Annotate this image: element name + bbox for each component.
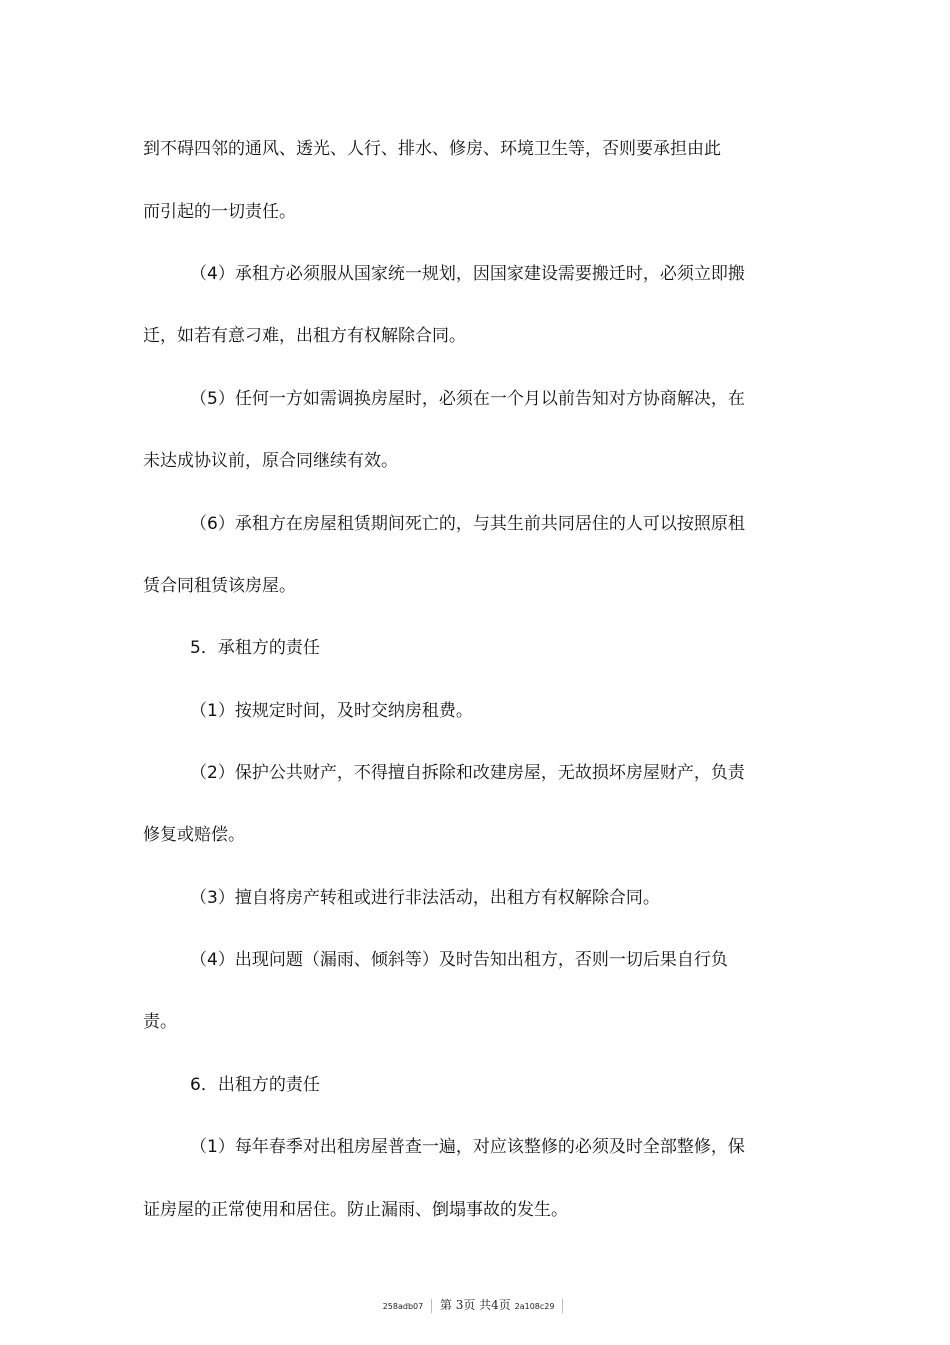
text-line: 证房屋的正常使用和居住。防止漏雨、倒塌事故的发生。 <box>143 1200 568 1220</box>
footer-separator <box>562 1299 563 1313</box>
section-heading: 5．承租方的责任 <box>190 638 320 658</box>
text-line: （2）保护公共财产，不得擅自拆除和改建房屋，无故损坏房屋财产，负责 <box>190 763 745 783</box>
text-line: （1）按规定时间，及时交纳房租费。 <box>190 701 473 721</box>
page-number: 第 3页 共4页 <box>439 1298 511 1312</box>
text-line: 责。 <box>143 1012 177 1032</box>
text-line: （1）每年春季对出租房屋普查一遍，对应该整修的必须及时全部整修，保 <box>190 1137 745 1157</box>
text-line: 修复或赔偿。 <box>143 825 245 845</box>
text-line: 而引起的一切责任。 <box>143 202 296 222</box>
text-line: （5）任何一方如需调换房屋时，必须在一个月以前告知对方协商解决，在 <box>190 389 745 409</box>
section-heading: 6．出租方的责任 <box>190 1075 320 1095</box>
footer-right-code: 2a108c29 <box>514 1302 555 1311</box>
footer-separator <box>431 1299 432 1313</box>
text-line: （4）出现问题（漏雨、倾斜等）及时告知出租方，否则一切后果自行负 <box>190 950 728 970</box>
page-footer <box>0 1296 950 1313</box>
text-line: 赁合同租赁该房屋。 <box>143 576 296 596</box>
text-line: 未达成协议前，原合同继续有效。 <box>143 451 398 471</box>
text-line: 到不碍四邻的通风、透光、人行、排水、修房、环境卫生等，否则要承担由此 <box>143 139 721 159</box>
text-line: 迁，如若有意刁难，出租方有权解除合同。 <box>143 326 466 346</box>
text-line: （3）擅自将房产转租或进行非法活动，出租方有权解除合同。 <box>190 888 660 908</box>
text-line: （4）承租方必须服从国家统一规划，因国家建设需要搬迁时，必须立即搬 <box>190 264 745 284</box>
footer-left-code: 258adb07 <box>382 1302 424 1311</box>
text-line: （6）承租方在房屋租赁期间死亡的，与其生前共同居住的人可以按照原租 <box>190 514 745 534</box>
